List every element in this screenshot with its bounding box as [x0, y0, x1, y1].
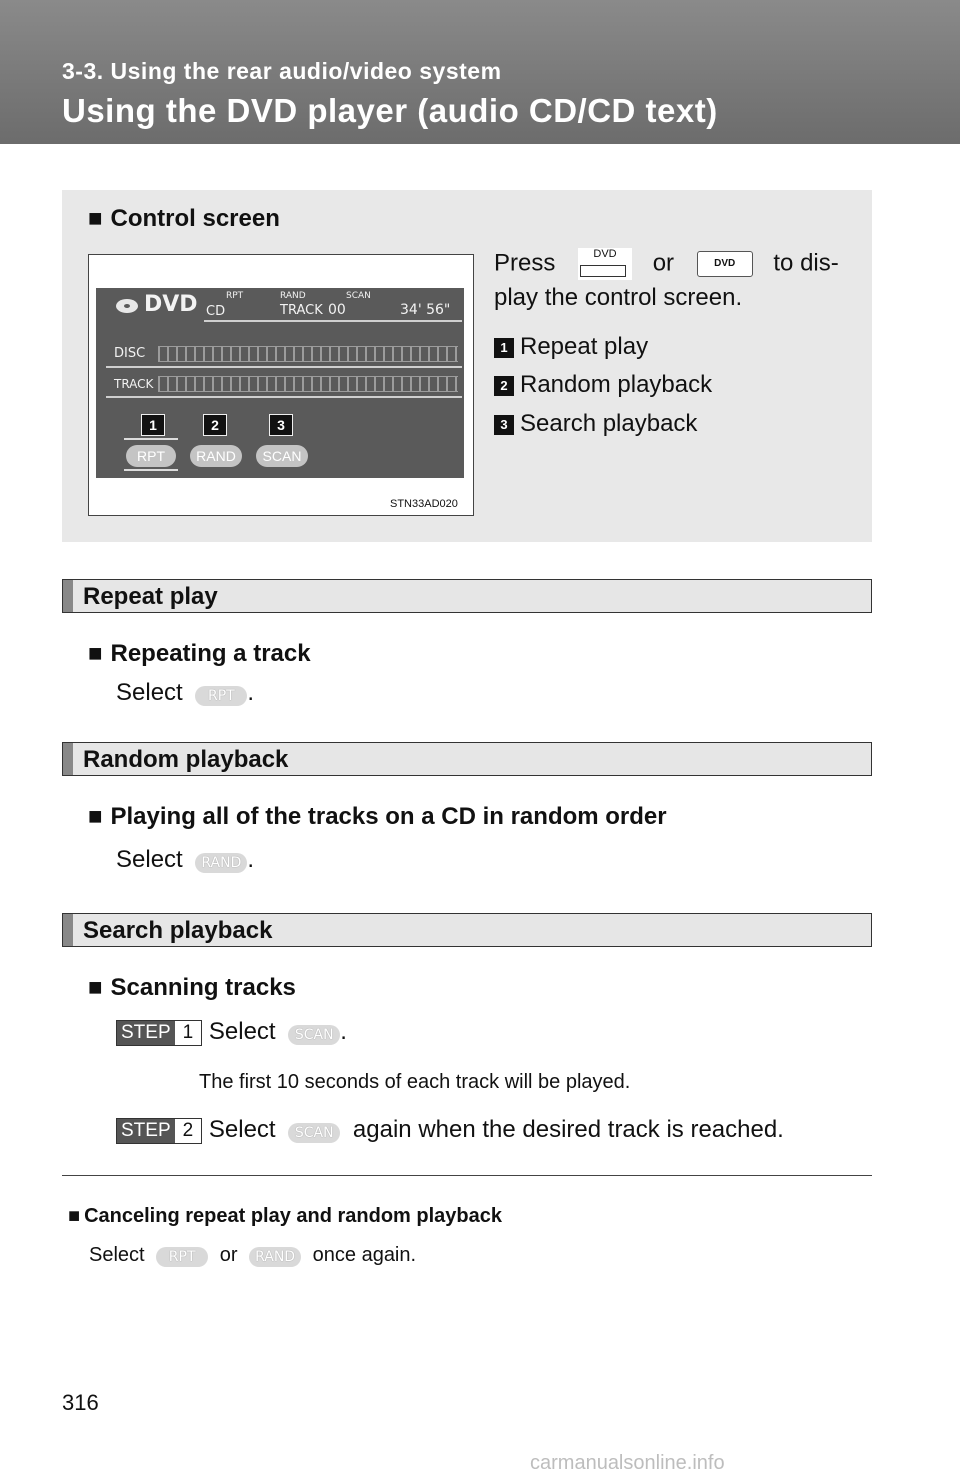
control-screen-title-text: Control screen [110, 205, 280, 232]
once-again-text: once again. [312, 1244, 417, 1266]
repeat-play-section-bar [62, 579, 872, 613]
watermark: carmanualsonline.info [530, 1452, 725, 1474]
repeat-subheading-text: Repeating a track [110, 640, 311, 667]
random-playback-section-bar [62, 742, 872, 776]
screen-track-label: TRACK [280, 303, 323, 318]
callout-3: 3 [269, 414, 293, 436]
section-accent [63, 743, 73, 775]
select-text: Select [89, 1244, 145, 1266]
square-bullet-icon: ■ [88, 974, 103, 1001]
step-1-line [116, 1018, 347, 1046]
screen-scan-flag: SCAN [346, 291, 371, 301]
screen-rpt-flag: RPT [226, 291, 244, 301]
search-playback-heading: Search playback [83, 917, 273, 944]
scan-button-icon: SCAN [288, 1025, 340, 1045]
control-instruction-line-1 [494, 248, 839, 280]
random-subheading-text: Playing all of the tracks on a CD in random order [110, 803, 667, 830]
page-number: 316 [62, 1390, 99, 1415]
period: . [340, 1018, 347, 1045]
screen-divider [106, 366, 462, 368]
legend-item-3 [494, 410, 697, 438]
screen-header-underline [204, 320, 462, 322]
section-label: 3-3. Using the rear audio/video system [62, 58, 502, 84]
screen-rpt-button[interactable]: RPT [126, 445, 176, 467]
dvd-button-1-shape [580, 265, 626, 277]
note-divider [62, 1175, 872, 1176]
legend-label-3: Search playback [520, 410, 698, 437]
step-1-badge [116, 1020, 202, 1046]
rear-display-screen [96, 288, 464, 478]
screen-track-row-label: TRACK [114, 377, 154, 391]
press-text: Press [494, 249, 556, 277]
step-number: 1 [175, 1021, 202, 1045]
screen-disc-label: DISC [114, 346, 146, 361]
disc-icon [114, 296, 140, 316]
rpt-selected-top-line [124, 438, 178, 440]
callout-2: 2 [203, 414, 227, 436]
step-2-line [116, 1116, 784, 1144]
step-2-rest: again when the desired track is reached. [352, 1116, 784, 1143]
step-2-badge [116, 1118, 202, 1144]
screen-divider-2 [106, 396, 462, 398]
to-display-text: to dis- [773, 249, 839, 277]
rpt-button-icon: RPT [156, 1247, 208, 1267]
note-title-text: Canceling repeat play and random playback [84, 1205, 503, 1227]
screen-dvd-logo: DVD [144, 292, 198, 317]
search-subheading-text: Scanning tracks [110, 974, 296, 1001]
control-instruction-line-2: play the control screen. [494, 284, 743, 311]
legend-label-1: Repeat play [520, 333, 649, 360]
image-code: STN33AD020 [390, 498, 458, 510]
dvd-button-1 [578, 248, 632, 280]
note-instruction [89, 1244, 416, 1267]
square-bullet-icon: ■ [88, 205, 103, 232]
repeat-play-heading: Repeat play [83, 583, 218, 610]
or-text: or [652, 249, 675, 277]
rpt-selected-bottom-line [124, 469, 178, 471]
legend-item-2 [494, 371, 712, 399]
square-bullet-icon: ■ [88, 803, 103, 830]
track-indicator-bar [158, 376, 458, 392]
section-accent [63, 914, 73, 946]
repeat-subheading [88, 640, 311, 668]
callout-1: 1 [141, 414, 165, 436]
dvd-button-2: DVD [697, 251, 753, 277]
random-instruction [116, 846, 254, 874]
screen-track-number: 00 [328, 302, 346, 318]
period: . [247, 679, 255, 706]
rpt-button-icon: RPT [195, 686, 247, 706]
search-subheading [88, 974, 296, 1002]
random-playback-heading: Random playback [83, 746, 289, 773]
repeat-instruction [116, 679, 254, 707]
random-subheading [88, 803, 667, 831]
control-screen-title [88, 205, 280, 233]
legend-num-1: 1 [494, 338, 514, 358]
step-number: 2 [175, 1119, 202, 1143]
rand-button-icon: RAND [249, 1247, 301, 1267]
step-word: STEP [117, 1021, 175, 1045]
or-text: or [219, 1244, 238, 1266]
screen-scan-button[interactable]: SCAN [256, 445, 308, 467]
rand-button-icon: RAND [195, 853, 247, 873]
select-text: Select [116, 679, 183, 706]
step-1-note: The first 10 seconds of each track will be played. [199, 1071, 631, 1093]
disc-indicator-bar [158, 346, 458, 362]
note-title [68, 1205, 502, 1228]
legend-item-1 [494, 333, 648, 361]
section-accent [63, 580, 73, 612]
select-text: Select [208, 1116, 276, 1143]
search-playback-section-bar [62, 913, 872, 947]
square-bullet-icon: ■ [68, 1205, 81, 1227]
screen-mode-label: CD [206, 304, 226, 319]
screen-time-display: 34' 56" [400, 302, 451, 318]
screen-rand-flag: RAND [280, 291, 306, 301]
square-bullet-icon: ■ [88, 640, 103, 667]
step-word: STEP [117, 1119, 175, 1143]
select-text: Select [116, 846, 183, 873]
scan-button-icon: SCAN [288, 1123, 340, 1143]
legend-num-2: 2 [494, 376, 514, 396]
period: . [247, 846, 255, 873]
legend-num-3: 3 [494, 415, 514, 435]
page-title: Using the DVD player (audio CD/CD text) [62, 92, 718, 129]
select-text: Select [208, 1018, 276, 1045]
dvd-button-1-label: DVD [593, 248, 617, 260]
screen-rand-button[interactable]: RAND [190, 445, 242, 467]
legend-label-2: Random playback [520, 371, 713, 398]
